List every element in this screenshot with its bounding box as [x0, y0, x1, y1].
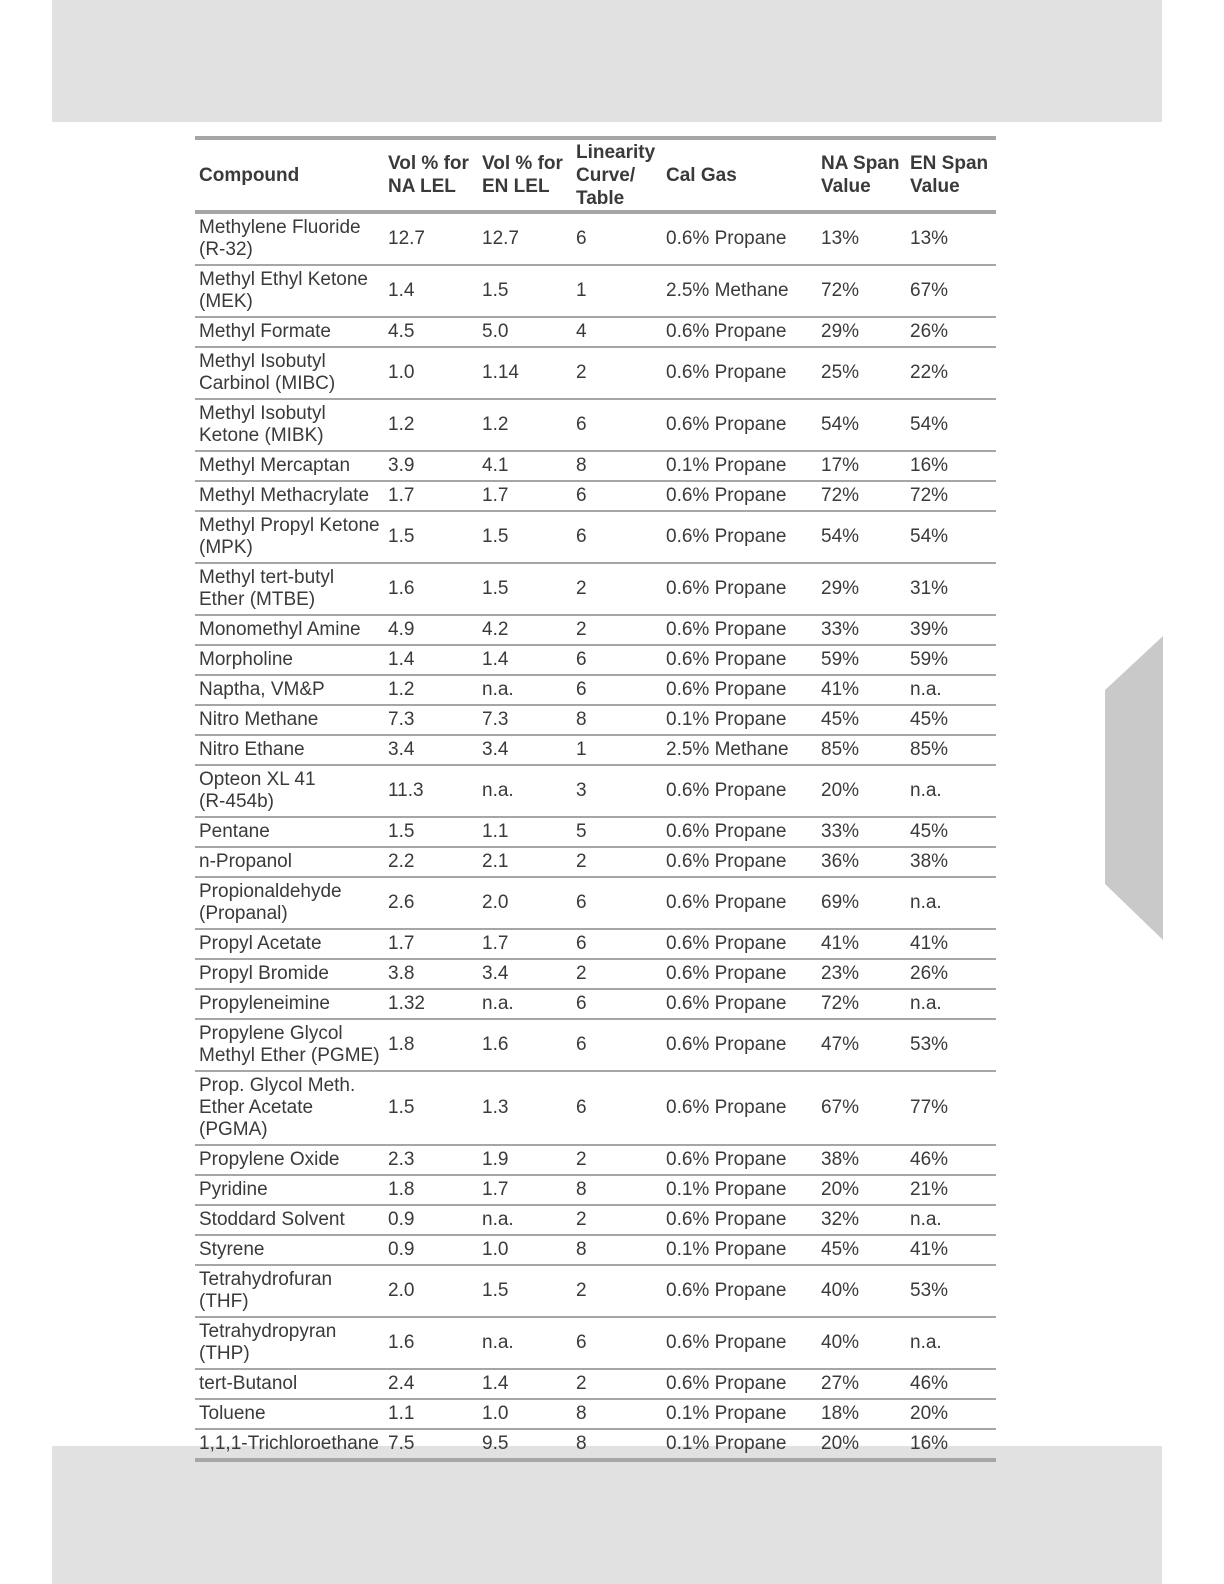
cell-en-span: n.a.	[910, 1209, 942, 1230]
cell-cal-gas: 0.6% Propane	[666, 485, 787, 506]
cell-en-span: 45%	[910, 709, 949, 730]
cell-compound: Nitro Ethane	[199, 739, 305, 760]
cell-na-lel: 1.8	[388, 1034, 415, 1055]
cell-na-lel: 1.7	[388, 933, 415, 954]
cell-compound: Stoddard Solvent	[199, 1209, 345, 1230]
cell-cal-gas: 0.6% Propane	[666, 362, 787, 383]
cell-linearity: 6	[576, 892, 587, 913]
cell-linearity: 8	[576, 455, 587, 476]
cell-cal-gas: 0.1% Propane	[666, 1179, 787, 1200]
cell-en-lel: 1.7	[482, 485, 509, 506]
cell-cal-gas: 0.1% Propane	[666, 1433, 787, 1454]
cell-linearity: 6	[576, 485, 587, 506]
header-na-lel: Vol % for NA LEL	[388, 153, 469, 197]
cell-compound: Methyl Mercaptan	[199, 455, 351, 476]
cell-linearity: 2	[576, 362, 587, 383]
cell-en-span: n.a.	[910, 780, 942, 801]
table-row	[195, 481, 996, 511]
cell-compound: Methyl Ethyl Ketone (MEK)	[199, 269, 368, 312]
cell-na-span: 20%	[821, 1179, 860, 1200]
cell-na-lel: 1.2	[388, 414, 415, 435]
cell-en-span: 41%	[910, 933, 949, 954]
header-linearity: Linearity Curve/ Table	[576, 141, 656, 209]
cell-na-lel: 7.5	[388, 1433, 415, 1454]
cell-compound: tert-Butanol	[199, 1373, 298, 1394]
cell-en-lel: 2.0	[482, 892, 509, 913]
cell-en-lel: 9.5	[482, 1433, 509, 1454]
cell-en-lel: 1.9	[482, 1149, 509, 1170]
cell-cal-gas: 0.6% Propane	[666, 578, 787, 599]
cell-linearity: 6	[576, 993, 587, 1014]
cell-compound: Styrene	[199, 1239, 265, 1260]
cell-cal-gas: 0.6% Propane	[666, 526, 787, 547]
cell-compound: Pyridine	[199, 1179, 268, 1200]
table-row	[195, 511, 996, 563]
cell-na-span: 45%	[821, 709, 860, 730]
cell-linearity: 2	[576, 578, 587, 599]
cell-en-lel: n.a.	[482, 679, 514, 700]
cell-en-span: 38%	[910, 851, 949, 872]
table-row	[195, 1071, 996, 1145]
cell-na-lel: 2.6	[388, 892, 415, 913]
table-row	[195, 959, 996, 989]
cell-en-span: n.a.	[910, 679, 942, 700]
cell-cal-gas: 0.6% Propane	[666, 821, 787, 842]
cell-na-lel: 3.4	[388, 739, 415, 760]
cell-na-lel: 0.9	[388, 1239, 415, 1260]
cell-linearity: 2	[576, 963, 587, 984]
table-row	[195, 1019, 996, 1071]
lel-data-table	[195, 136, 996, 1462]
cell-linearity: 8	[576, 1433, 587, 1454]
cell-cal-gas: 0.6% Propane	[666, 851, 787, 872]
cell-en-span: 77%	[910, 1097, 949, 1118]
table-row	[195, 1399, 996, 1429]
cell-na-span: 38%	[821, 1149, 860, 1170]
cell-en-lel: 1.0	[482, 1239, 509, 1260]
cell-en-span: n.a.	[910, 993, 942, 1014]
table-body	[195, 212, 996, 1460]
cell-en-span: 26%	[910, 321, 949, 342]
cell-en-lel: 1.14	[482, 362, 519, 383]
cell-en-span: n.a.	[910, 1332, 942, 1353]
cell-cal-gas: 0.6% Propane	[666, 780, 787, 801]
cell-na-span: 40%	[821, 1280, 860, 1301]
cell-en-span: 22%	[910, 362, 949, 383]
header-compound: Compound	[199, 164, 300, 186]
cell-en-span: 85%	[910, 739, 949, 760]
cell-na-lel: 1.5	[388, 1097, 415, 1118]
table-row	[195, 675, 996, 705]
cell-na-span: 47%	[821, 1034, 860, 1055]
cell-compound: Methyl Isobutyl Ketone (MIBK)	[199, 403, 326, 446]
cell-compound: Propylene Oxide	[199, 1149, 340, 1170]
cell-compound: Opteon XL 41 (R-454b)	[199, 769, 316, 812]
cell-en-span: 39%	[910, 619, 949, 640]
table-row	[195, 212, 996, 265]
cell-na-lel: 4.9	[388, 619, 415, 640]
cell-compound: n-Propanol	[199, 851, 292, 872]
table-row	[195, 817, 996, 847]
table-row	[195, 265, 996, 317]
cell-en-span: 26%	[910, 963, 949, 984]
table-row	[195, 1235, 996, 1265]
cell-linearity: 4	[576, 321, 587, 342]
cell-na-span: 54%	[821, 526, 860, 547]
cell-en-lel: 1.5	[482, 578, 509, 599]
cell-cal-gas: 2.5% Methane	[666, 280, 789, 301]
cell-cal-gas: 0.6% Propane	[666, 933, 787, 954]
cell-en-span: 46%	[910, 1373, 949, 1394]
cell-en-span: 54%	[910, 414, 949, 435]
cell-linearity: 6	[576, 228, 587, 249]
cell-en-lel: 1.7	[482, 933, 509, 954]
cell-na-span: 13%	[821, 228, 860, 249]
table-row	[195, 563, 996, 615]
cell-compound: Toluene	[199, 1403, 266, 1424]
cell-compound: Methyl Propyl Ketone (MPK)	[199, 515, 380, 558]
cell-linearity: 2	[576, 1149, 587, 1170]
cell-en-lel: 12.7	[482, 228, 519, 249]
cell-na-lel: 3.8	[388, 963, 415, 984]
cell-na-span: 67%	[821, 1097, 860, 1118]
cell-na-span: 32%	[821, 1209, 860, 1230]
table-row	[195, 645, 996, 675]
page-edge-tab-icon	[1105, 636, 1163, 940]
cell-en-lel: n.a.	[482, 1332, 514, 1353]
cell-cal-gas: 0.6% Propane	[666, 679, 787, 700]
cell-na-span: 72%	[821, 280, 860, 301]
cell-linearity: 6	[576, 1332, 587, 1353]
cell-na-lel: 2.2	[388, 851, 415, 872]
cell-compound: Methylene Fluoride (R-32)	[199, 217, 361, 260]
cell-linearity: 2	[576, 619, 587, 640]
cell-linearity: 6	[576, 1097, 587, 1118]
cell-linearity: 6	[576, 649, 587, 670]
cell-cal-gas: 0.6% Propane	[666, 1373, 787, 1394]
cell-na-span: 29%	[821, 321, 860, 342]
cell-na-lel: 1.0	[388, 362, 415, 383]
cell-en-lel: 1.5	[482, 280, 509, 301]
table-row	[195, 929, 996, 959]
cell-na-span: 23%	[821, 963, 860, 984]
cell-na-lel: 1.8	[388, 1179, 415, 1200]
cell-en-span: 53%	[910, 1280, 949, 1301]
cell-en-lel: 3.4	[482, 963, 509, 984]
cell-linearity: 2	[576, 1280, 587, 1301]
cell-en-lel: 7.3	[482, 709, 509, 730]
table-row	[195, 1205, 996, 1235]
cell-na-span: 25%	[821, 362, 860, 383]
cell-en-lel: 1.5	[482, 526, 509, 547]
cell-en-span: 54%	[910, 526, 949, 547]
table-row	[195, 989, 996, 1019]
table-row	[195, 399, 996, 451]
cell-na-lel: 2.3	[388, 1149, 415, 1170]
header-en-lel: Vol % for EN LEL	[482, 153, 563, 197]
cell-linearity: 2	[576, 1209, 587, 1230]
cell-cal-gas: 0.6% Propane	[666, 228, 787, 249]
cell-en-span: 20%	[910, 1403, 949, 1424]
table-row	[195, 1175, 996, 1205]
table-row	[195, 1265, 996, 1317]
header-cal-gas: Cal Gas	[666, 164, 737, 186]
cell-na-lel: 4.5	[388, 321, 415, 342]
cell-cal-gas: 0.1% Propane	[666, 709, 787, 730]
cell-compound: Propyl Bromide	[199, 963, 329, 984]
cell-linearity: 6	[576, 414, 587, 435]
cell-en-lel: 4.2	[482, 619, 509, 640]
table-row	[195, 615, 996, 645]
table-row	[195, 1429, 996, 1460]
cell-en-span: 21%	[910, 1179, 949, 1200]
cell-compound: Propionaldehyde (Propanal)	[199, 881, 342, 924]
cell-na-lel: 2.4	[388, 1373, 415, 1394]
cell-en-span: 72%	[910, 485, 949, 506]
cell-na-lel: 7.3	[388, 709, 415, 730]
header-en-span: EN Span Value	[910, 153, 989, 197]
table-row	[195, 765, 996, 817]
cell-en-lel: 1.2	[482, 414, 509, 435]
cell-compound: Methyl tert-butyl Ether (MTBE)	[199, 567, 335, 610]
table-row	[195, 847, 996, 877]
page-header-band	[52, 0, 1162, 122]
cell-en-lel: 1.7	[482, 1179, 509, 1200]
cell-na-span: 33%	[821, 821, 860, 842]
cell-en-lel: 1.4	[482, 1373, 509, 1394]
cell-compound: Methyl Methacrylate	[199, 485, 370, 506]
cell-cal-gas: 0.6% Propane	[666, 414, 787, 435]
cell-na-lel: 1.7	[388, 485, 415, 506]
table-row	[195, 451, 996, 481]
cell-na-span: 20%	[821, 780, 860, 801]
table-row	[195, 735, 996, 765]
cell-na-span: 54%	[821, 414, 860, 435]
cell-na-span: 41%	[821, 933, 860, 954]
cell-na-lel: 12.7	[388, 228, 425, 249]
cell-compound: Propyleneimine	[199, 993, 330, 1014]
cell-compound: 1,1,1-Trichloroethane	[199, 1433, 379, 1454]
cell-compound: Tetrahydropyran (THP)	[199, 1321, 337, 1364]
cell-cal-gas: 0.6% Propane	[666, 993, 787, 1014]
cell-na-span: 72%	[821, 485, 860, 506]
cell-en-span: 53%	[910, 1034, 949, 1055]
cell-na-span: 45%	[821, 1239, 860, 1260]
cell-na-lel: 1.5	[388, 526, 415, 547]
cell-linearity: 8	[576, 1403, 587, 1424]
cell-linearity: 1	[576, 280, 587, 301]
table-row	[195, 877, 996, 929]
cell-na-span: 41%	[821, 679, 860, 700]
cell-compound: Propylene Glycol Methyl Ether (PGME)	[199, 1023, 380, 1066]
cell-na-span: 33%	[821, 619, 860, 640]
cell-linearity: 2	[576, 1373, 587, 1394]
cell-na-lel: 1.2	[388, 679, 415, 700]
cell-en-lel: 1.0	[482, 1403, 509, 1424]
cell-na-lel: 1.4	[388, 280, 415, 301]
cell-en-lel: 1.4	[482, 649, 509, 670]
cell-en-span: 45%	[910, 821, 949, 842]
cell-cal-gas: 2.5% Methane	[666, 739, 789, 760]
cell-linearity: 5	[576, 821, 587, 842]
cell-cal-gas: 0.6% Propane	[666, 963, 787, 984]
cell-cal-gas: 0.1% Propane	[666, 455, 787, 476]
cell-en-lel: 1.3	[482, 1097, 509, 1118]
cell-na-span: 29%	[821, 578, 860, 599]
cell-na-span: 40%	[821, 1332, 860, 1353]
cell-na-span: 27%	[821, 1373, 860, 1394]
cell-na-span: 59%	[821, 649, 860, 670]
lel-data-table-container	[195, 136, 996, 1462]
cell-na-span: 72%	[821, 993, 860, 1014]
cell-compound: Monomethyl Amine	[199, 619, 361, 640]
table-header-row	[195, 138, 996, 212]
cell-en-span: n.a.	[910, 892, 942, 913]
cell-na-lel: 1.5	[388, 821, 415, 842]
cell-na-span: 69%	[821, 892, 860, 913]
cell-na-lel: 1.6	[388, 1332, 415, 1353]
cell-cal-gas: 0.1% Propane	[666, 1239, 787, 1260]
cell-cal-gas: 0.6% Propane	[666, 1209, 787, 1230]
cell-compound: Nitro Methane	[199, 709, 319, 730]
cell-en-lel: n.a.	[482, 780, 514, 801]
cell-linearity: 3	[576, 780, 587, 801]
cell-linearity: 6	[576, 526, 587, 547]
table-row	[195, 347, 996, 399]
cell-en-span: 13%	[910, 228, 949, 249]
cell-cal-gas: 0.6% Propane	[666, 1097, 787, 1118]
cell-na-lel: 2.0	[388, 1280, 415, 1301]
cell-na-lel: 11.3	[388, 780, 424, 801]
cell-na-lel: 1.1	[388, 1403, 415, 1424]
cell-cal-gas: 0.6% Propane	[666, 1034, 787, 1055]
table-row	[195, 705, 996, 735]
cell-linearity: 2	[576, 851, 587, 872]
cell-cal-gas: 0.6% Propane	[666, 321, 787, 342]
cell-linearity: 6	[576, 679, 587, 700]
cell-en-lel: n.a.	[482, 993, 514, 1014]
cell-en-lel: 5.0	[482, 321, 509, 342]
cell-compound: Propyl Acetate	[199, 933, 322, 954]
table-row	[195, 317, 996, 347]
cell-en-lel: 1.1	[482, 821, 509, 842]
cell-cal-gas: 0.6% Propane	[666, 649, 787, 670]
cell-linearity: 8	[576, 1239, 587, 1260]
cell-compound: Naptha, VM&P	[199, 679, 325, 700]
cell-en-span: 16%	[910, 455, 949, 476]
cell-na-span: 36%	[821, 851, 860, 872]
cell-na-span: 20%	[821, 1433, 860, 1454]
header-na-span: NA Span Value	[821, 153, 900, 197]
cell-cal-gas: 0.6% Propane	[666, 1332, 787, 1353]
table-row	[195, 1145, 996, 1175]
cell-na-lel: 1.4	[388, 649, 415, 670]
cell-compound: Morpholine	[199, 649, 293, 670]
cell-linearity: 6	[576, 933, 587, 954]
cell-linearity: 6	[576, 1034, 587, 1055]
cell-en-lel: 3.4	[482, 739, 509, 760]
cell-cal-gas: 0.6% Propane	[666, 1149, 787, 1170]
cell-na-lel: 0.9	[388, 1209, 415, 1230]
cell-linearity: 1	[576, 739, 587, 760]
cell-cal-gas: 0.6% Propane	[666, 892, 787, 913]
cell-en-span: 41%	[910, 1239, 949, 1260]
cell-en-span: 67%	[910, 280, 949, 301]
cell-na-lel: 3.9	[388, 455, 415, 476]
cell-cal-gas: 0.6% Propane	[666, 619, 787, 640]
cell-cal-gas: 0.1% Propane	[666, 1403, 787, 1424]
cell-en-lel: 1.6	[482, 1034, 509, 1055]
cell-compound: Prop. Glycol Meth. Ether Acetate (PGMA)	[199, 1075, 356, 1140]
cell-en-lel: n.a.	[482, 1209, 514, 1230]
page-footer-band	[52, 1446, 1162, 1584]
cell-en-span: 59%	[910, 649, 949, 670]
cell-en-lel: 2.1	[482, 851, 509, 872]
cell-cal-gas: 0.6% Propane	[666, 1280, 787, 1301]
cell-linearity: 8	[576, 1179, 587, 1200]
cell-en-span: 16%	[910, 1433, 949, 1454]
cell-na-span: 17%	[821, 455, 860, 476]
cell-compound: Methyl Formate	[199, 321, 331, 342]
cell-en-lel: 4.1	[482, 455, 509, 476]
cell-en-lel: 1.5	[482, 1280, 509, 1301]
cell-en-span: 46%	[910, 1149, 949, 1170]
cell-na-span: 85%	[821, 739, 860, 760]
cell-na-lel: 1.6	[388, 578, 415, 599]
table-row	[195, 1317, 996, 1369]
cell-linearity: 8	[576, 709, 587, 730]
cell-compound: Pentane	[199, 821, 270, 842]
cell-na-span: 18%	[821, 1403, 860, 1424]
cell-compound: Methyl Isobutyl Carbinol (MIBC)	[199, 351, 336, 394]
cell-na-lel: 1.32	[388, 993, 425, 1014]
cell-en-span: 31%	[910, 578, 949, 599]
cell-compound: Tetrahydrofuran (THF)	[199, 1269, 333, 1312]
table-row	[195, 1369, 996, 1399]
